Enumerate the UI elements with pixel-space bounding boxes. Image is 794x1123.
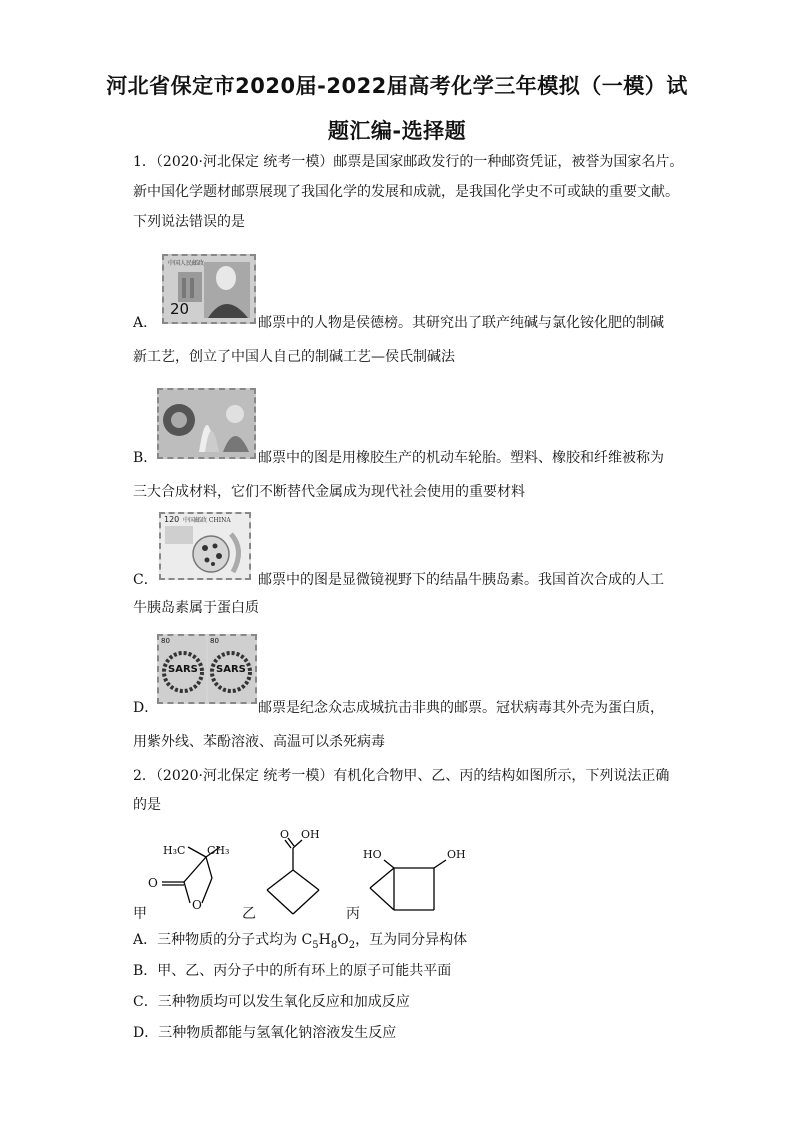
stamp-d-value-left: 80: [161, 637, 170, 645]
page-title-line2: 题汇编-选择题: [327, 119, 467, 143]
stamp-d-value-right: 80: [210, 637, 219, 645]
bing-oh: OH: [447, 848, 466, 861]
stamp-d-word-right: SARS: [216, 664, 246, 675]
q1-stem-line2: 新中国化学题材邮票展现了我国化学的发展和成就，是我国化学史不可或缺的重要文献。: [133, 184, 679, 200]
q1-option-c-line2: 牛胰岛素属于蛋白质: [133, 600, 259, 616]
q1-option-b-line1: 邮票中的图是用橡胶生产的机动车轮胎。塑料、橡胶和纤维被称为: [258, 450, 664, 466]
label-yi: 乙: [242, 906, 256, 922]
q2-option-c: C．三种物质均可以发生氧化反应和加成反应: [133, 994, 410, 1010]
stamp-c-country: 中国邮政 CHINA: [183, 517, 231, 524]
stamp-c-value: 120: [164, 515, 180, 524]
q1-option-a-line1: 邮票中的人物是侯德榜。其研究出了联产纯碱与氯化铵化肥的制碱: [258, 315, 664, 331]
q2-option-a: A．三种物质的分子式均为 $C_5H_8O_2$，互为同分异构体: [133, 932, 468, 951]
molecule-yi: [255, 830, 335, 920]
q2-stem-line1: 2．（2020·河北保定 统考一模）有机化合物甲、乙、丙的结构如图所示，下列说法正确: [133, 768, 670, 784]
jia-ch3-right: CH₃: [207, 844, 230, 857]
stamp-a-value: 20: [170, 300, 190, 318]
q2-option-d: D．三种物质都能与氢氧化钠溶液发生反应: [133, 1025, 397, 1041]
yi-oh: OH: [301, 828, 320, 841]
label-jia: 甲: [133, 906, 147, 922]
jia-o-carbonyl: O: [148, 876, 158, 890]
q1-option-b-prefix: B．: [133, 450, 158, 466]
stamp-hou-debang: [162, 254, 256, 324]
q1-option-b-line2: 三大合成材料，它们不断替代金属成为现代社会使用的重要材料: [133, 484, 525, 500]
q1-stem-line1: 1．（2020·河北保定 统考一模）邮票是国家邮政发行的一种邮资凭证，被誉为国家名片。: [133, 154, 684, 170]
q1-option-c-line1: 邮票中的图是显微镜视野下的结晶牛胰岛素。我国首次合成的人工: [258, 572, 664, 588]
yi-o: O: [280, 828, 290, 841]
q2-option-b: B．甲、乙、丙分子中的所有环上的原子可能共平面: [133, 963, 452, 979]
q2-stem-line2: 的是: [133, 797, 161, 813]
jia-o-ring: O: [192, 898, 202, 912]
stamp-insulin: [159, 512, 251, 580]
q1-option-d-line2: 用紫外线、苯酚溶液、高温可以杀死病毒: [133, 734, 385, 750]
stamp-a-country: 中国人民邮政: [168, 260, 205, 267]
q1-option-d-line1: 邮票是纪念众志成城抗击非典的邮票。冠状病毒其外壳为蛋白质，: [258, 700, 664, 716]
q1-stem-line3: 下列说法错误的是: [133, 214, 245, 230]
q1-option-a-line2: 新工艺，创立了中国人自己的制碱工艺—侯氏制碱法: [133, 349, 455, 365]
q1-option-a-prefix: A．: [133, 315, 158, 331]
label-bing: 丙: [346, 906, 360, 922]
jia-ch3-left: H₃C: [163, 844, 186, 857]
bing-ho: HO: [363, 848, 382, 861]
page-title-line1: 河北省保定市2020届-2022届高考化学三年模拟（一模）试: [106, 74, 688, 98]
molecule-bing: [362, 858, 472, 918]
q1-option-c-prefix: C．: [133, 572, 158, 588]
stamp-tire: [157, 388, 256, 459]
q1-option-d-prefix: D．: [133, 700, 159, 716]
stamp-sars: [157, 634, 257, 704]
stamp-d-word-left: SARS: [168, 664, 198, 675]
